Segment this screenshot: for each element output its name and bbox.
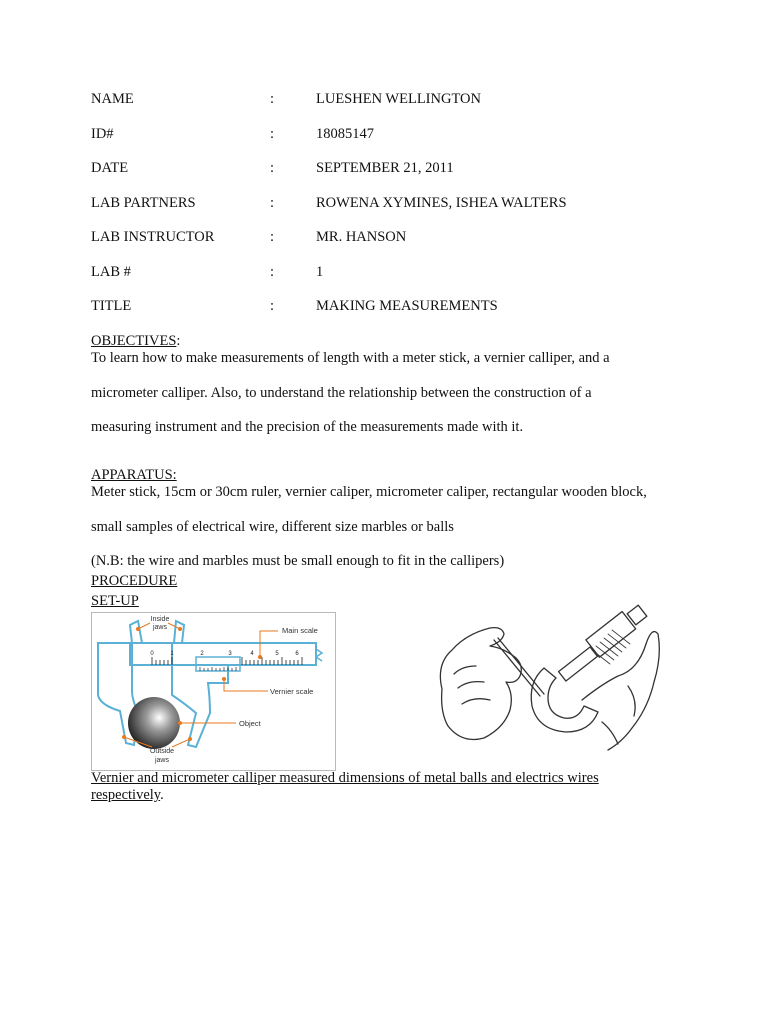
main-tick-label: 3 <box>228 651 232 657</box>
label-inside-jaws: Inside <box>150 616 170 623</box>
apparatus-note: (N.B: the wire and marbles must be small enough to fit in the callipers) <box>91 553 505 569</box>
objectives-heading: OBJECTIVES <box>91 333 177 349</box>
field-label: DATE <box>91 160 129 176</box>
apparatus-heading: APPARATUS: <box>91 467 177 483</box>
micrometer-drawing <box>432 604 664 754</box>
field-value: 1 <box>316 264 324 280</box>
main-tick-label: 5 <box>275 651 279 657</box>
label-outside-jaws: Outside <box>149 748 175 755</box>
field-label: ID# <box>91 126 114 142</box>
caption-underlined-word: respectively <box>91 787 161 803</box>
micrometer-frame <box>531 668 598 732</box>
field-value: ROWENA XYMINES, ISHEA WALTERS <box>316 195 567 211</box>
left-hand-outline <box>440 628 521 740</box>
field-separator: : <box>270 195 275 211</box>
field-separator: : <box>270 91 275 107</box>
field-value: LUESHEN WELLINGTON <box>316 91 481 107</box>
label-main-scale: Main scale <box>282 626 318 635</box>
main-tick-label: 0 <box>150 651 154 657</box>
field-value: MAKING MEASUREMENTS <box>316 298 498 314</box>
micrometer-spindle <box>559 647 598 681</box>
field-label: TITLE <box>91 298 132 314</box>
calliper-inside-jaw-right <box>174 621 184 643</box>
field-separator: : <box>270 264 275 280</box>
setup-heading: SET-UP <box>91 593 139 609</box>
calliper-inside-jaw-left <box>130 621 142 643</box>
figure-caption-line2 <box>91 786 164 804</box>
main-tick-label: 2 <box>200 651 204 657</box>
objectives-line: measuring instrument and the precision of the measurements made with it. <box>91 419 524 435</box>
figure-caption-line1: Vernier and micrometer calliper measured dimensions of metal balls and electrics wires <box>91 770 599 786</box>
main-scale-ticks <box>152 657 302 665</box>
apparatus-line: Meter stick, 15cm or 30cm ruler, vernier caliper, micrometer caliper, rectangular wooden block, <box>91 484 647 500</box>
field-label: NAME <box>91 91 134 107</box>
wire <box>494 640 540 696</box>
label-outside-jaws: jaws <box>154 757 170 764</box>
micrometer-hands-figure <box>432 604 664 754</box>
apparatus-line: small samples of electrical wire, different size marbles or balls <box>91 519 454 535</box>
vernier-calliper-drawing <box>92 613 335 770</box>
main-tick-label: 1 <box>170 651 174 657</box>
calliper-main-beam <box>130 643 316 665</box>
vernier-calliper-figure <box>91 612 336 771</box>
main-tick-label: 6 <box>295 651 299 657</box>
field-value: 18085147 <box>316 126 374 142</box>
label-inside-jaws: jaws <box>152 624 168 631</box>
field-label: LAB # <box>91 264 131 280</box>
caption-period: . <box>160 787 164 803</box>
thimble-knurling <box>592 630 630 664</box>
objectives-line: To learn how to make measurements of length with a meter stick, a vernier calliper, and a <box>91 350 610 366</box>
procedure-heading: PROCEDURE <box>91 573 178 589</box>
label-object: Object <box>239 719 261 728</box>
field-label: LAB INSTRUCTOR <box>91 229 215 245</box>
field-value: SEPTEMBER 21, 2011 <box>316 160 454 176</box>
field-label: LAB PARTNERS <box>91 195 196 211</box>
field-separator: : <box>270 229 275 245</box>
objectives-heading-line <box>91 332 180 350</box>
field-separator: : <box>270 298 275 314</box>
objectives-line: micrometer calliper. Also, to understand the relationship between the construction of a <box>91 385 592 401</box>
calliper-sliding-jaw <box>172 643 228 747</box>
objectives-colon: : <box>176 333 181 349</box>
label-vernier-scale: Vernier scale <box>270 687 314 696</box>
field-value: MR. HANSON <box>316 229 407 245</box>
field-separator: : <box>270 126 275 142</box>
field-separator: : <box>270 160 275 176</box>
main-tick-label: 4 <box>250 651 254 657</box>
